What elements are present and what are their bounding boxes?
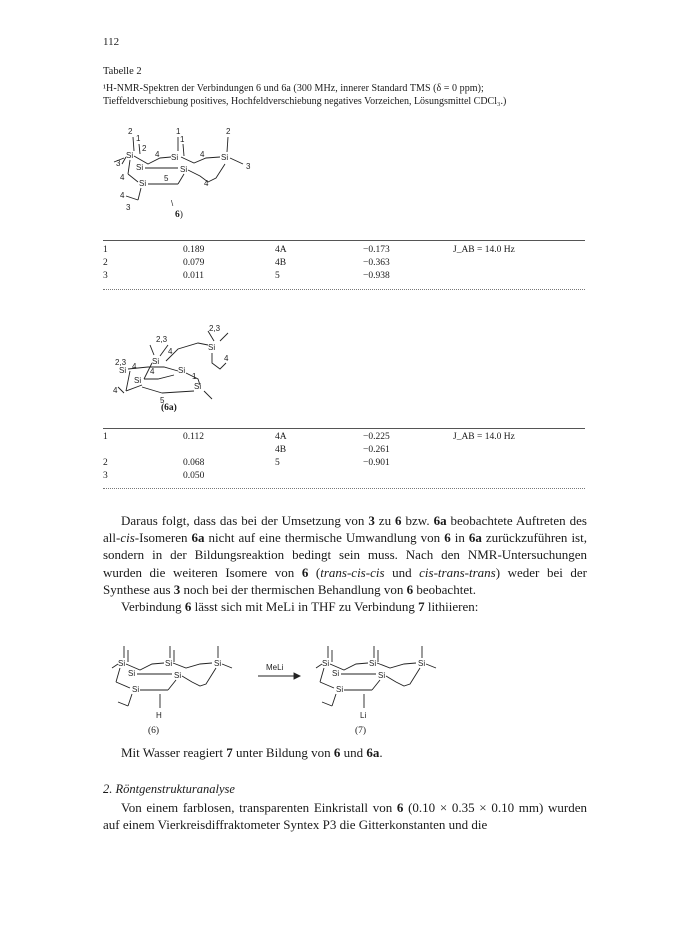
svg-text:4: 4 <box>155 150 160 159</box>
scheme-left-label: (6) <box>148 726 160 736</box>
left-substituent: H <box>156 711 162 720</box>
table-row <box>103 271 585 283</box>
table-row <box>103 445 585 457</box>
table-cell-pos2: 4B <box>275 445 287 455</box>
svg-text:4: 4 <box>120 191 125 200</box>
paragraph-4 <box>103 799 587 833</box>
figure-1-label: 6) <box>175 210 183 220</box>
table-cell-shift: 0.050 <box>183 471 205 481</box>
table-cell-shift2: −0.938 <box>363 271 390 281</box>
paragraph-1 <box>103 512 587 615</box>
table-cell-pos2: 4A <box>275 432 287 442</box>
svg-text:5: 5 <box>164 174 169 183</box>
svg-text:2,3: 2,3 <box>115 358 127 367</box>
svg-text:Si: Si <box>332 669 340 678</box>
svg-text:2: 2 <box>226 127 231 136</box>
table-cell-shift2: −0.173 <box>363 245 390 255</box>
svg-text:4: 4 <box>150 367 155 376</box>
svg-text:2: 2 <box>142 144 147 153</box>
table-caption-line-1: ¹H-NMR-Spektren der Verbindungen 6 und 6a (300 MHz, innerer Standard TMS (δ = 0 ppm); <box>103 83 484 94</box>
svg-text:Si: Si <box>174 671 182 680</box>
table-1-bottom-rule <box>103 289 585 290</box>
table-2-bottom-rule <box>103 488 585 489</box>
table-cell-pos2: 4A <box>275 245 287 255</box>
svg-text:4: 4 <box>204 179 209 188</box>
table-cell-shift: 0.079 <box>183 258 205 268</box>
table-cell-coupling: J_AB = 14.0 Hz <box>453 432 515 442</box>
svg-text:1: 1 <box>136 134 141 143</box>
right-substituent: Li <box>360 711 367 720</box>
table-cell-pos: 2 <box>103 258 108 268</box>
table-caption-line-2: Tieffeldverschiebung positives, Hochfeldverschiebung negatives Vorzeichen, Lösungsmittel CDCl₃.) <box>103 96 507 107</box>
paragraph-3 <box>103 744 587 761</box>
svg-text:4: 4 <box>132 362 137 371</box>
svg-text:2: 2 <box>128 127 133 136</box>
reagent-label: MeLi <box>266 663 284 672</box>
svg-text:Si: Si <box>221 153 229 162</box>
table-row <box>103 432 585 444</box>
structure-6a-drawing <box>108 323 258 408</box>
table-cell-shift: 0.011 <box>183 271 205 281</box>
svg-text:Si: Si <box>178 366 186 375</box>
table-cell-shift2: −0.225 <box>363 432 390 442</box>
svg-text:Si: Si <box>134 376 142 385</box>
svg-text:4: 4 <box>168 347 173 356</box>
table-row <box>103 258 585 270</box>
svg-text:\: \ <box>171 199 174 208</box>
table-cell-shift: 0.189 <box>183 245 205 255</box>
svg-text:Si: Si <box>136 163 144 172</box>
svg-text:Si: Si <box>152 357 160 366</box>
table-1-top-rule <box>103 240 585 241</box>
svg-text:Si: Si <box>194 382 202 391</box>
paragraph-2-text: Verbindung 6 lässt sich mit MeLi in THF zu Verbindung 7 lithiieren: <box>121 599 479 615</box>
svg-text:1: 1 <box>176 127 181 136</box>
page-number: 112 <box>103 36 120 48</box>
svg-text:Si: Si <box>126 151 134 160</box>
svg-text:3: 3 <box>246 162 251 171</box>
svg-text:Si: Si <box>322 659 330 668</box>
svg-text:3: 3 <box>126 203 131 212</box>
svg-text:Si: Si <box>118 659 126 668</box>
table-cell-pos: 1 <box>103 432 108 442</box>
table-row <box>103 458 585 470</box>
svg-text:Si: Si <box>132 685 140 694</box>
svg-text:3: 3 <box>116 159 121 168</box>
svg-text:4: 4 <box>113 386 118 395</box>
table-row <box>103 245 585 257</box>
table-row <box>103 471 585 483</box>
section-heading: 2. Röntgenstrukturanalyse <box>103 782 235 796</box>
svg-text:Si: Si <box>378 671 386 680</box>
table-cell-shift: 0.068 <box>183 458 205 468</box>
structure-6-drawing <box>108 124 278 224</box>
svg-text:4: 4 <box>120 173 125 182</box>
svg-text:Si: Si <box>171 153 179 162</box>
svg-text:Si: Si <box>165 659 173 668</box>
table-title: Tabelle 2 <box>103 66 142 77</box>
svg-text:5: 5 <box>160 396 165 405</box>
table-cell-shift2: −0.901 <box>363 458 390 468</box>
svg-text:4: 4 <box>200 150 205 159</box>
paragraph-3-text: Mit Wasser reagiert 7 unter Bildung von 6 und 6a. <box>121 745 383 760</box>
svg-text:4: 4 <box>224 354 229 363</box>
svg-text:Si: Si <box>336 685 344 694</box>
table-2-top-rule <box>103 428 585 429</box>
table-cell-pos: 1 <box>103 245 108 255</box>
svg-text:Si: Si <box>208 343 216 352</box>
table-cell-pos: 2 <box>103 458 108 468</box>
svg-text:2,3: 2,3 <box>209 324 221 333</box>
table-cell-coupling: J_AB = 14.0 Hz <box>453 245 515 255</box>
svg-text:Si: Si <box>418 659 426 668</box>
figure-2-label-text: (6a) <box>161 403 177 413</box>
reaction-scheme <box>110 640 480 730</box>
figure-1-label-text: 6 <box>175 210 180 220</box>
table-cell-pos: 3 <box>103 271 108 281</box>
table-cell-pos: 3 <box>103 471 108 481</box>
scheme-right-label: (7) <box>355 726 367 736</box>
table-cell-pos2: 5 <box>275 271 280 281</box>
table-cell-shift2: −0.363 <box>363 258 390 268</box>
svg-text:Si: Si <box>119 366 127 375</box>
figure-2-label <box>161 403 177 413</box>
svg-text:Si: Si <box>369 659 377 668</box>
svg-text:Si: Si <box>128 669 136 678</box>
table-cell-shift2: −0.261 <box>363 445 390 455</box>
svg-text:Si: Si <box>139 179 147 188</box>
svg-text:Si: Si <box>214 659 222 668</box>
paragraph-4-text: Von einem farblosen, transparenten Einkristall von 6 (0.10 × 0.35 × 0.10 mm) wurden auf einem Vierkreisdiffraktometer Syntex P3 die Gitterkonstanten und die <box>103 800 587 833</box>
table-cell-pos2: 5 <box>275 458 280 468</box>
table-cell-shift: 0.112 <box>183 432 205 442</box>
svg-text:2,3: 2,3 <box>156 335 168 344</box>
svg-text:1: 1 <box>180 135 185 144</box>
paragraph-1-text: Daraus folgt, dass das bei der Umsetzung von 3 zu 6 bzw. 6a beobachtete Auftreten des all-cis-Isomeren 6a nicht auf eine thermische Umwandlung von 6 in 6a zurückzuführen ist, sondern in der Bildungsreaktion bedingt sein muss. Nach den NMR-Untersuchungen wurden die weiteren Isomere von 6 (trans-cis-cis und cis-trans-trans) weder bei der Synthese aus 3 noch bei der thermischen Behandlung von 6 beobachtet. <box>103 513 587 597</box>
svg-text:Si: Si <box>180 165 188 174</box>
svg-text:1: 1 <box>192 372 197 381</box>
table-cell-pos2: 4B <box>275 258 287 268</box>
